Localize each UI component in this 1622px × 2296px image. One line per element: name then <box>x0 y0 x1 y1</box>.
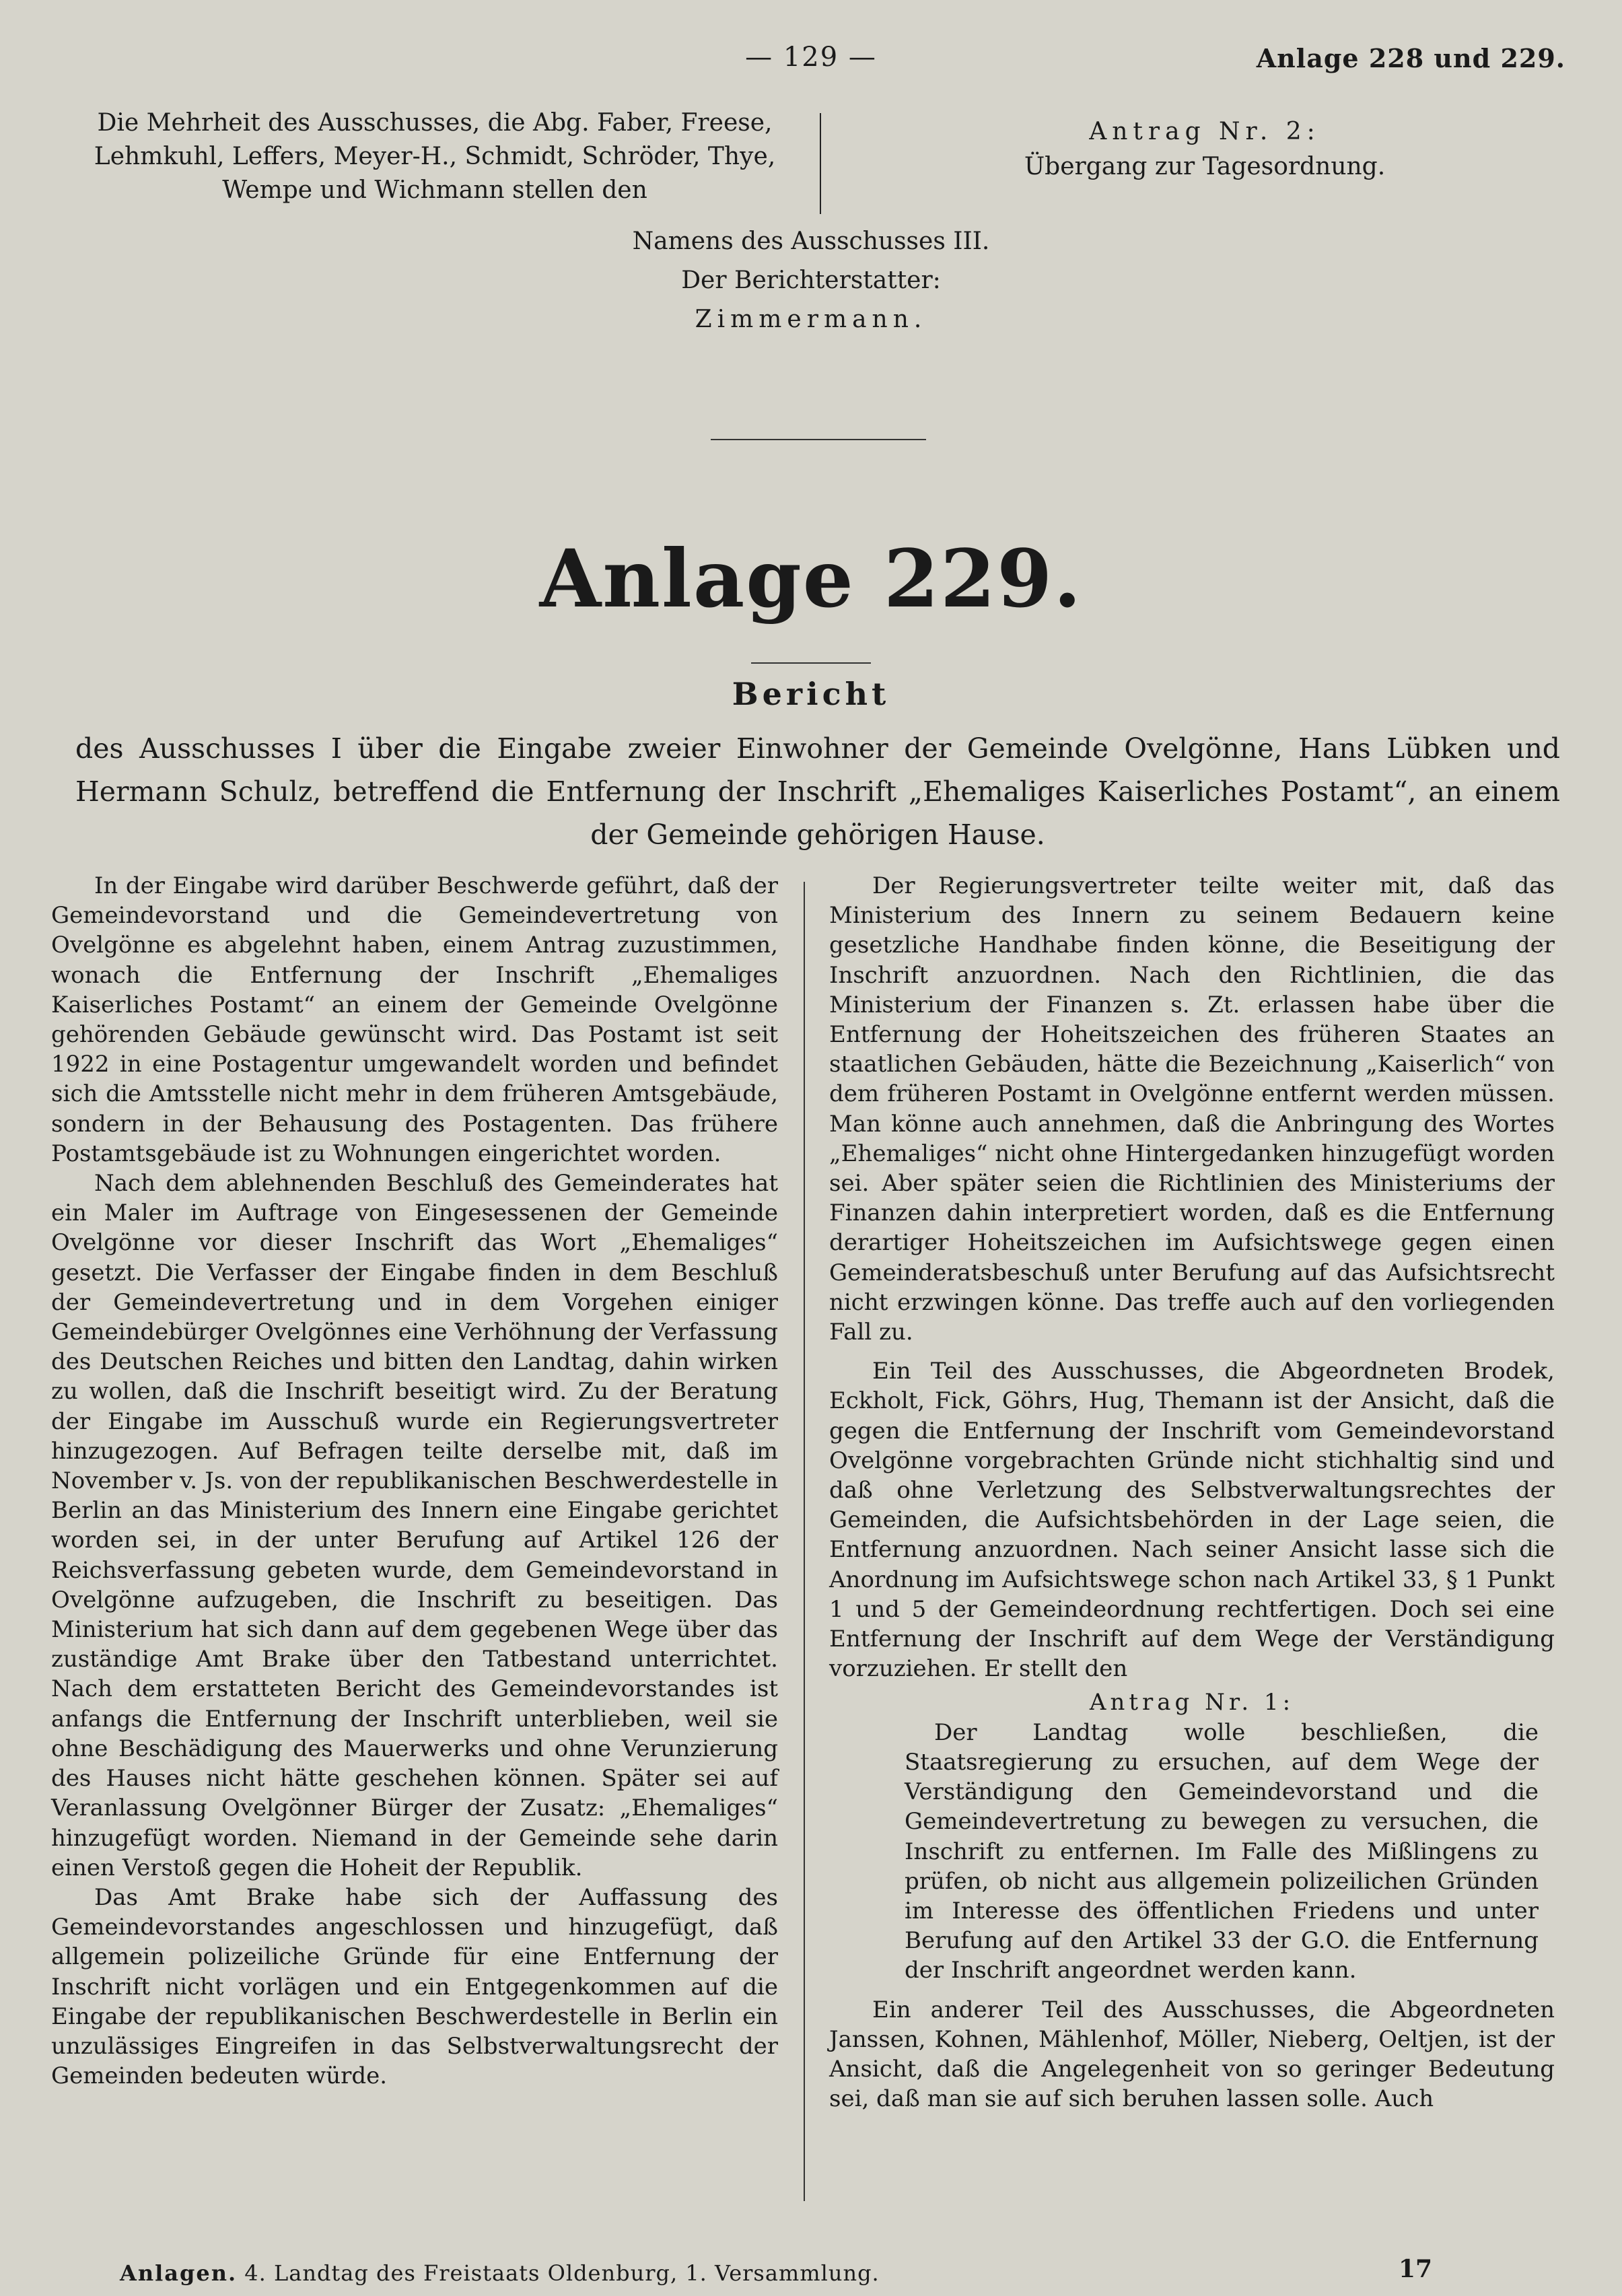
antrag-2-block <box>902 114 1508 184</box>
title-rule <box>751 662 871 664</box>
left-paragraph: Nach dem ablehnenden Beschluß des Gemeinderates hat ein Maler im Auftrage von Eingesessenen der Gemeinde Ovelgönne vor dieser Inschrift das Wort „Ehemaliges“ gesetzt. Die Verfasser der Eingabe finden in dem Beschluß der Gemeindevertretung und in dem Vorgehen einiger Gemeindebürger Ovelgönnes eine Verhöhnung der Verfassung des Deutschen Reiches und bitten den Landtag, dahin wirken zu wollen, daß die Inschrift beseitigt wird. Zu der Beratung der Eingabe im Ausschuß wurde ein Regierungsvertreter hinzugezogen. Auf Befragen teilte derselbe mit, daß im November v. Js. von der republikanischen Beschwerdestelle in Berlin an das Ministerium des Innern eine Eingabe gerichtet worden sei, in der unter Berufung auf Artikel 126 der Reichsverfassung gebeten wurde, dem Gemeindevorstand in Ovelgönne aufzugeben, die Inschrift zu beseitigen. Das Ministerium hat sich dann auf dem gegebenen Wege über das zuständige Amt Brake über den Tatbestand unterrichtet. Nach dem erstatteten Bericht des Gemeindevorstandes ist anfangs die Entfernung der Inschrift unterblieben, weil sie ohne Beschädigung des Mauerwerks und ohne Verunzierung des Hauses nicht hätte geschehen können. Später sei auf Veranlassung Ovelgönner Bürger der Zusatz: „Ehemaliges“ hinzugefügt worden. Niemand in der Gemeinde sehe darin einen Verstoß gegen die Hoheit der Republik. <box>51 1170 778 1881</box>
footer-label: Anlagen. <box>120 2260 238 2286</box>
report-description: des Ausschusses I über die Eingabe zweier Einwohner der Gemeinde Ovelgönne, Hans Lübken und Hermann Schulz, betreffend die Entfernung der Inschrift „Ehemaliges Kaiserliches Postamt“, an einem der Gemeinde gehörigen Hause. <box>75 732 1560 851</box>
page-footer <box>120 2260 880 2286</box>
antrag-2-heading: Antrag Nr. 2: <box>1089 118 1320 145</box>
signature-name: Zimmermann. <box>695 306 927 333</box>
sheet-number: 17 <box>1399 2255 1433 2283</box>
antrag-1-heading: Antrag Nr. 1: <box>1089 1689 1295 1716</box>
signature-committee: Namens des Ausschusses III. <box>632 228 990 255</box>
right-paragraph: Ein Teil des Ausschusses, die Abgeordneten Brodek, Eckholt, Fick, Göhrs, Hug, Themann ist der Ansicht, daß die gegen die Entfernung der Inschrift vom Gemeindevorstand Ovelgönne vorgebrachten Gründe nicht stichhaltig sind und daß ohne Verletzung des Selbstverwaltungsrechtes der Gemeinden, die Aufsichtsbehörden in der Lage seien, die Entfernung anzuordnen. Nach seiner Ansicht lasse sich die Anordnung im Aufsichtswege schon nach Artikel 33, § 1 Punkt 1 und 5 der Gemeindeordnung rechtfertigen. Doch sei eine Entfernung der Inschrift auf dem Wege der Verständigung vorzuziehen. Er stellt den <box>829 1358 1555 1683</box>
signature-block <box>0 222 1622 339</box>
antrag-1-text: Der Landtag wolle beschließen, die Staatsregierung zu ersuchen, auf dem Wege der Verständigung den Gemeindevorstand und die Gemeindevertretung zu bewegen zu versuchen, die Inschrift zu entfernen. Im Falle des Mißlingens zu prüfen, ob nicht aus allgemein polizeilichen Gründen im Interesse des öffentlichen Friedens und unter Berufung auf den Artikel 33 der G.O. die Entfernung der Inschrift angeordnet werden kann. <box>905 1718 1539 1984</box>
annex-title: Anlage 229. <box>539 532 1083 625</box>
top-column-divider <box>820 113 821 214</box>
section-divider <box>711 439 926 440</box>
right-paragraph: Ein anderer Teil des Ausschusses, die Abgeordneten Janssen, Kohnen, Mählenhof, Möller, Nieberg, Oeltjen, ist der Ansicht, daß die Angelegenheit von so geringer Bedeutung sei, daß man sie auf sich beruhen lassen solle. Auch <box>829 1996 1555 2113</box>
signature-role: Der Berichterstatter: <box>681 267 941 294</box>
left-column <box>51 871 778 2091</box>
report-heading: Bericht <box>732 676 890 712</box>
antrag-2-text: Übergang zur Tagesordnung. <box>1024 153 1386 180</box>
left-paragraph: Das Amt Brake habe sich der Auffassung des Gemeindevorstandes angeschlossen und hinzugefügt, daß allgemein polizeiliche Gründe für eine Entfernung der Inschrift nicht vorlägen und ein Entgegenkommen auf die Eingabe der republikanischen Beschwerdestelle in Berlin ein unzulässiges Eingreifen in das Selbstverwaltungsrecht der Gemeinden bedeuten würde. <box>51 1883 778 2090</box>
page-number: — 129 — <box>745 42 877 73</box>
footer-text: 4. Landtag des Freistaats Oldenburg, 1. Versammlung. <box>244 2260 880 2286</box>
column-divider <box>804 882 805 2201</box>
running-head: Anlage 228 und 229. <box>1256 43 1565 73</box>
right-column <box>829 871 1555 2114</box>
left-paragraph: In der Eingabe wird darüber Beschwerde geführt, daß der Gemeindevorstand und die Gemeindevertretung von Ovelgönne es abgelehnt haben, einem Antrag zuzustimmen, wonach die Entfernung der Inschrift „Ehemaliges Kaiserliches Postamt“ an einem der Gemeinde Ovelgönne gehörenden Gebäude gewünscht wird. Das Postamt ist seit 1922 in eine Postagentur umgewandelt worden und befindet sich die Amtsstelle nicht mehr in dem früheren Amtsgebäude, sondern in der Behausung des Postagenten. Das frühere Postamtsgebäude ist zu Wohnungen eingerichtet worden. <box>51 872 778 1167</box>
committee-majority-text: Die Mehrheit des Ausschusses, die Abg. Faber, Freese, Lehmkuhl, Leffers, Meyer-H., Schmidt, Schröder, Thye, Wempe und Wichmann stellen den <box>94 109 776 204</box>
right-paragraph: Der Regierungsvertreter teilte weiter mit, daß das Ministerium des Innern zu seinem Bedauern keine gesetzliche Handhabe finden könne, die Beseitigung der Inschrift anzuordnen. Nach den Richtlinien, die das Ministerium der Finanzen s. Zt. erlassen habe über die Entfernung der Hoheitszeichen des früheren Staates an staatlichen Gebäuden, hätte die Bezeichnung „Kaiserlich“ von dem früheren Postamt in Ovelgönne entfernt werden müssen. Man könne auch annehmen, daß die Anbringung des Wortes „Ehemaliges“ nicht ohne Hintergedanken hinzugefügt worden sei. Aber später seien die Richtlinien des Ministeriums der Finanzen dahin interpretiert worden, daß es die Entfernung derartiger Hoheitszeichen im Aufsichtswege gegen einen Gemeinderatsbeschuß unter Berufung auf das Aufsichtsrecht nicht erzwingen könne. Das treffe auch auf den vorliegenden Fall zu. <box>829 872 1555 1346</box>
